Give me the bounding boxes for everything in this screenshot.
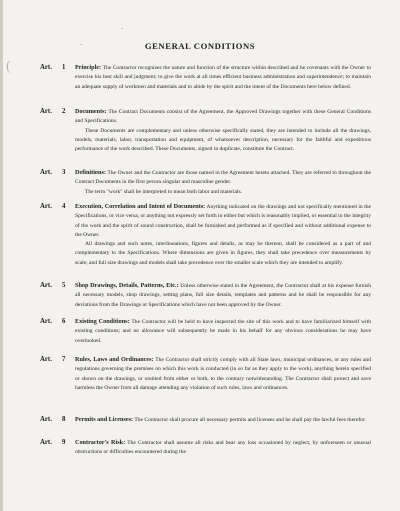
article-body [75,317,371,346]
article-body [75,281,371,310]
article-text: Anything indicated on the drawings and not specifically mentioned in the Specifications, or vice versa, or anything not expressly set forth in either but which is reasonably implied, or essential to the integrity of the work and the spirit of sound construction, shall be furnished and performed as if specified and without additional expense to the Owner. [75,204,371,238]
margin-mark: ( [6,59,11,74]
page-edge [0,0,3,511]
article-number: 2 [62,108,66,115]
article-number: 4 [62,203,66,210]
article-heading: Existing Conditions: [75,318,130,325]
article-text: Unless otherwise stated in the Agreement, the Contractor shall at his expense furnish all necessary models, shop drawings, setting plans, full size details, templates and patterns and he shall be responsible for any deviations from the Drawings or Specifications which have not been approved by the Owner. [75,283,371,308]
article-body [75,438,371,458]
article-number: 3 [62,169,66,176]
article-number: 6 [62,318,66,325]
article-heading: Principle: [75,64,102,71]
article-label: Art. [40,318,52,325]
article-text: The Contractor shall assume all risks and bear any loss occasioned by neglect, by unforeseen or unusual obstructions or difficulties encountered during the [75,440,371,456]
document-title: GENERAL CONDITIONS [144,41,256,51]
article-label: Art. [40,169,52,176]
article-number: 8 [62,416,66,423]
article-body [75,355,371,393]
article-label: Art. [40,356,52,363]
speck: · [80,41,83,49]
article-body [75,202,371,268]
article-heading: Permits and Licenses: [75,416,134,423]
article-body [75,415,371,425]
article-label: Art. [40,416,52,423]
article-text: The Contractor shall procure all necessary permits and licenses and he shall pay the lawful fees therefor. [134,417,366,423]
article-label: Art. [40,64,52,71]
article-text: The Owner and the Contractor are those named in the Agreement hereto attached. They are referred to throughout the Contract Documents in the first person singular and masculine gender. [75,170,371,186]
article-heading: Rules, Laws and Ordinances: [75,356,154,363]
article-heading: Definitions: [75,169,106,176]
article-heading: Documents: [75,108,107,115]
article-text: The Contractor recognizes the nature and function of the structure within described and he covenants with the Owner to exercise his best skill and judgment; to give the work at all times efficient business administration and superintendence; to maintain an adequate supply of workmen and materials and to abide by the spirit and the intent of the Documents here below defined. [75,65,371,90]
article-text: The Contractor shall strictly comply with all State laws, municipal ordinances, or any rules and regulations governing the premises on which this work is conducted (in so far as they apply to the work), anything herein specified or shown on the drawings, or omitted from either or both, to the contrary notwithstanding. The Contractor shall protect and save harmless the Owner from all damage attending any violation of such rules, laws and ordinances. [75,357,371,391]
article-text: The Contract Documents consist of the Agreement, the Approved Drawings together with these General Conditions and Specifications. [75,109,371,125]
article-text: These Documents are complementary and unless otherwise specifically stated, they are intended to include all the drawings, models, materials, labor, transportation and equipment, of whatsoever description, necessary for the faithful and expeditious performance of the work described. These Documents, signed in duplicate, constitute the Contract. [75,127,371,153]
article-heading: Execution, Correlation and Intent of Documents: [75,203,206,210]
article-text: The Contractor will be held to have inspected the site of this work and to have familiarized himself with existing conditions; and no allowance will subsequently be made in his behalf for any obvious considerations he may have overlooked. [75,319,371,344]
article-number: 7 [62,356,66,363]
article-heading: Shop Drawings, Details, Patterns, Etc.: [75,282,179,289]
article-body [75,107,371,154]
article-label: Art. [40,439,52,446]
speck: · [121,25,124,33]
article-label: Art. [40,282,52,289]
article-number: 9 [62,439,66,446]
article-text: The term "work" shall be interpreted to mean both labor and materials. [85,188,243,195]
article-heading: Contractor's Risk: [75,439,126,446]
article-number: 5 [62,282,66,289]
article-body [75,168,371,197]
article-number: 1 [62,64,66,71]
article-body [75,63,371,92]
article-label: Art. [40,108,52,115]
article-label: Art. [40,203,52,210]
article-text: All drawings and such notes, interlineations, figures and details, as may be thereon, shall be considered as a part of and complementary to the Specifications. Where dimensions are given in figures, they shall take precedence over measurements by scale; and full size drawings and models shall take precedence over the smaller scale which they are intended to amplify. [75,241,371,266]
